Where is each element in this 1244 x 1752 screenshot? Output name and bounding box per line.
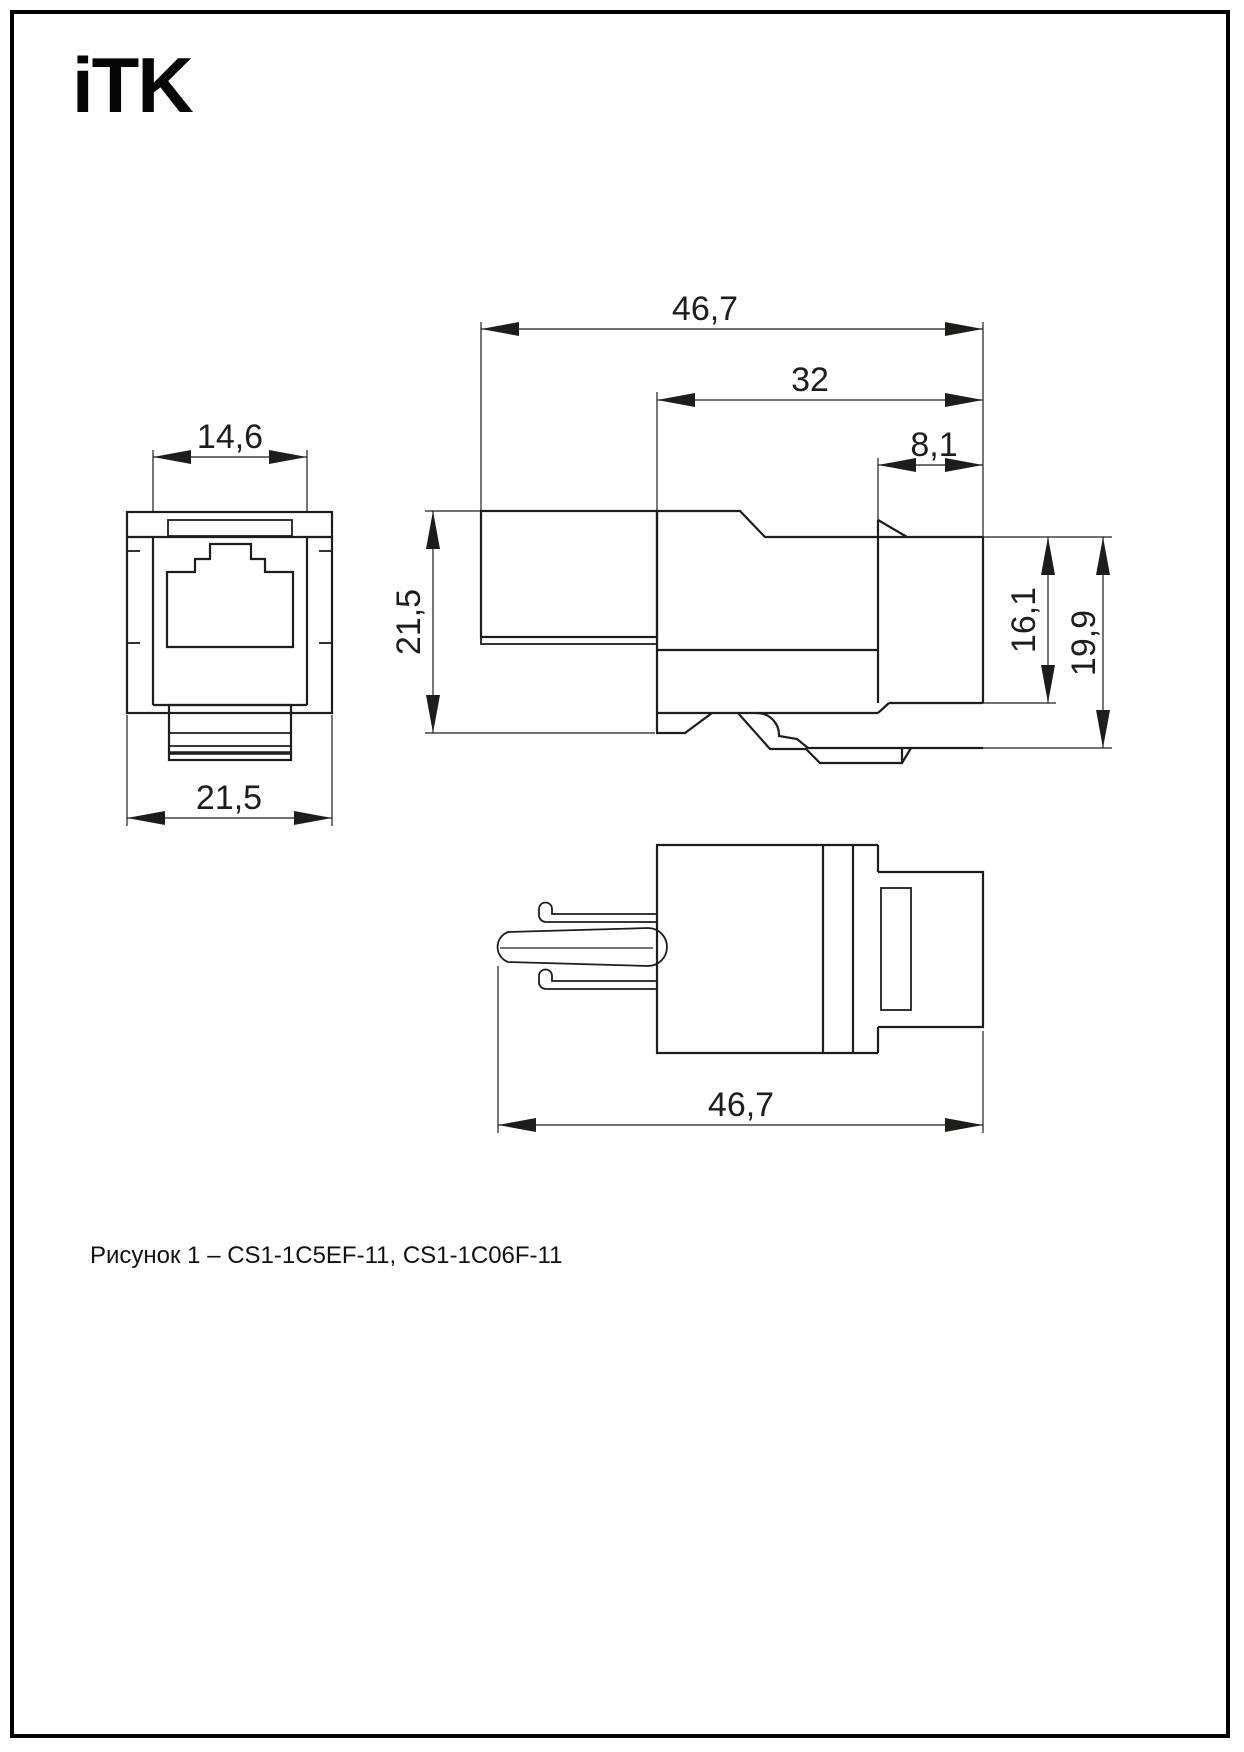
dim-front-body-width-label: 21,5 [195,779,263,817]
dim-side-plug-length-label: 8,1 [910,426,958,464]
side-body-top [657,511,983,537]
dim-side-total-length-label: 46,7 [671,290,739,328]
dim-side-plug-height-label: 16,1 [1005,586,1043,654]
bottom-body-outline [657,845,878,1053]
side-latch [657,713,983,763]
dim-side-body-length-label: 32 [791,361,829,399]
side-dim-total-length [481,290,983,537]
bottom-idc-contacts [498,903,667,990]
dim-side-overall-height-label: 19,9 [1065,609,1103,677]
front-top-slot [168,520,292,536]
bottom-nose-outline [878,872,983,1027]
dim-front-socket-width-label: 14,6 [196,418,264,456]
bottom-nose-slot [881,888,911,1010]
front-dim-socket-width [153,418,307,512]
figure-caption: Рисунок 1 – CS1-1C5EF-11, CS1-1C06F-11 [90,1242,563,1269]
bottom-view [498,845,983,1133]
side-dim-body-height [390,511,655,733]
itk-logo: iTK [72,41,192,129]
dim-bottom-total-length-label: 46,7 [707,1086,775,1124]
front-body-outline [127,512,332,713]
front-view [127,418,332,826]
front-rj45-opening [167,544,293,647]
side-view [390,290,1112,763]
side-dim-plug-length [878,426,983,520]
side-rear-cap [481,511,657,637]
front-dim-body-width [127,715,332,826]
dim-side-body-height-label: 21,5 [390,588,428,656]
